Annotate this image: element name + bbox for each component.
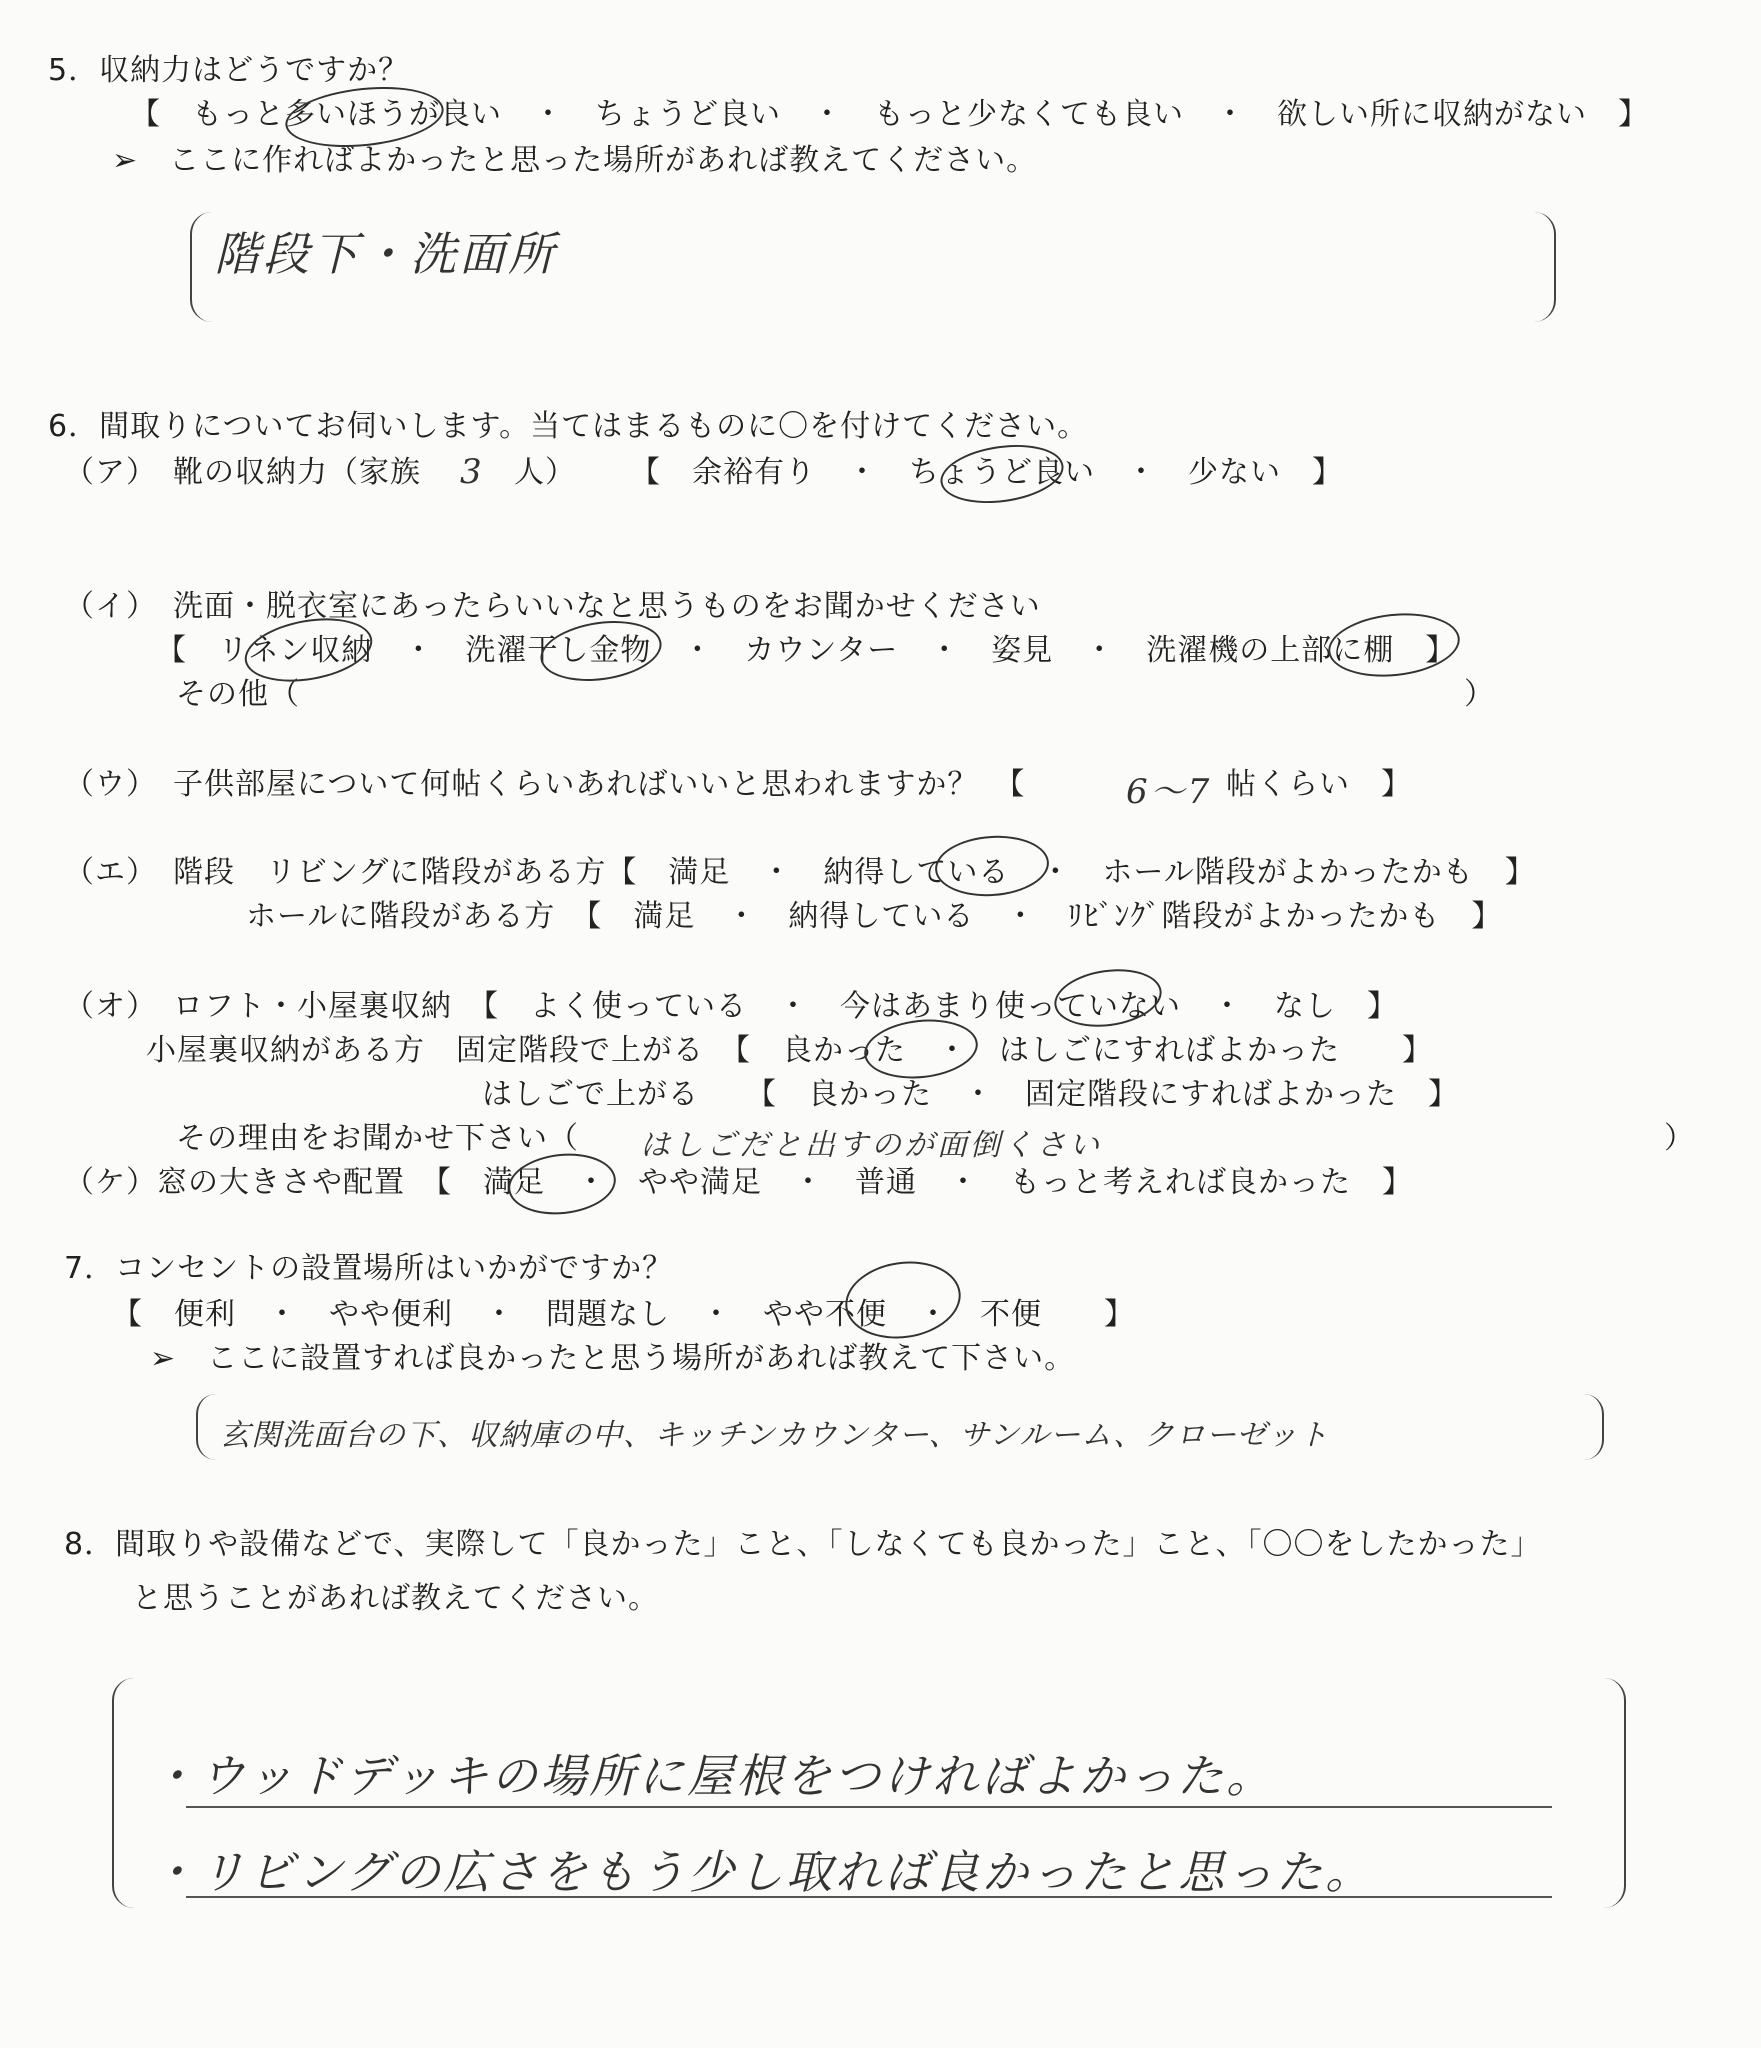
q6o-reason-close: ） bbox=[1664, 1121, 1695, 1156]
q8-answer-line2: ・リビングの広さをもう少し取れば良かったと思った。 bbox=[150, 1845, 1375, 1899]
q8-answer-bracket-left bbox=[112, 1678, 140, 1908]
q6u-question: （ウ） 子供部屋について何帖くらいあればいいと思われますか？ 【 bbox=[64, 767, 1026, 802]
q5-title: 5．収納力はどうですか？ bbox=[48, 53, 410, 88]
q6ke-line: （ケ）窓の大きさや配置 【 満足 ・ やや満足 ・ 普通 ・ もっと考えれば良かった 】 bbox=[64, 1165, 1413, 1200]
q6i-selection-circle-shelf bbox=[1325, 607, 1463, 682]
q6o-reason-answer: はしごだと出すのが面倒くさい bbox=[640, 1128, 1102, 1163]
q7-title: 7．コンセントの設置場所はいかがですか？ bbox=[64, 1251, 674, 1286]
q8-underline-1 bbox=[186, 1806, 1552, 1808]
q5-answer-bracket-right bbox=[1528, 212, 1556, 322]
q5-options: 【 もっと多いほうが良い ・ ちょうど良い ・ もっと少なくても良い ・ 欲しい所に収納がない 】 bbox=[130, 97, 1649, 132]
q6i-other: その他（ bbox=[176, 677, 300, 712]
q6-title: 6．間取りについてお伺いします。当てはまるものに〇を付けてください。 bbox=[48, 409, 1089, 444]
q6a-suffix: 人） bbox=[514, 455, 576, 490]
q6o-line2: 小屋裏収納がある方 固定階段で上がる 【 良かった ・ はしごにすればよかった 】 bbox=[146, 1033, 1433, 1068]
q7-answer: 玄関洗面台の下、収納庫の中、キッチンカウンター、サンルーム、クローゼット bbox=[220, 1418, 1329, 1453]
q6a-family-count: 3 bbox=[460, 452, 485, 492]
q7-answer-bracket-right bbox=[1584, 1394, 1604, 1460]
q6e-line2: ホールに階段がある方 【 満足 ・ 納得している ・ ﾘﾋﾞﾝｸﾞ階段がよかったかも 】 bbox=[246, 899, 1503, 934]
q6i-question: （イ） 洗面・脱衣室にあったらいいなと思うものをお聞かせください bbox=[64, 589, 1041, 624]
q8-answer-bracket-right bbox=[1598, 1678, 1626, 1908]
q8-underline-2 bbox=[186, 1896, 1552, 1898]
q6o-line1: （オ） ロフト・小屋裏収納 【 よく使っている ・ 今はあまり使っていない ・ なし 】 bbox=[64, 989, 1398, 1024]
q6a-options: 【 余裕有り ・ ちょうど良い ・ 少ない 】 bbox=[630, 455, 1343, 490]
q6u-answer: 6〜7 bbox=[1126, 772, 1213, 812]
q6i-options: 【 リネン収納 ・ 洗濯干し金物 ・ カウンター ・ 姿見 ・ 洗濯機の上部に棚 】 bbox=[156, 633, 1457, 668]
q8-title2: と思うことがあれば教えてください。 bbox=[132, 1581, 659, 1616]
q6a-question: （ア） 靴の収納力（家族 bbox=[64, 455, 421, 490]
q8-title: 8．間取りや設備などで、実際して「良かった」こと、「しなくても良かった」こと、「〇〇をしたかった」 bbox=[64, 1527, 1542, 1562]
q6ke-selection-circle bbox=[505, 1149, 619, 1220]
q7-answer-bracket-left bbox=[196, 1394, 216, 1460]
q7-options: 【 便利 ・ やや便利 ・ 問題なし ・ やや不便 ・ 不便 】 bbox=[112, 1297, 1135, 1332]
q6u-suffix: 帖くらい 】 bbox=[1226, 767, 1412, 802]
q6a-selection-circle bbox=[937, 438, 1068, 511]
q8-answer-line1: ・ウッドデッキの場所に屋根をつければよかった。 bbox=[150, 1749, 1276, 1803]
q6o-line3: はしごで上がる 【 良かった ・ 固定階段にすればよかった 】 bbox=[482, 1077, 1459, 1112]
q7-prompt: ➢ ここに設置すれば良かったと思う場所があれば教えて下さい。 bbox=[150, 1341, 1076, 1376]
q6i-other-close: ） bbox=[1464, 677, 1495, 712]
q5-answer: 階段下・洗面所 bbox=[214, 227, 557, 281]
q6e-line1: （エ） 階段 リビングに階段がある方【 満足 ・ 納得している ・ ホール階段がよかったかも 】 bbox=[64, 855, 1536, 890]
q6o-reason-label: その理由をお聞かせ下さい（ bbox=[176, 1121, 579, 1156]
q5-prompt: ➢ ここに作ればよかったと思った場所があれば教えてください。 bbox=[112, 143, 1038, 178]
